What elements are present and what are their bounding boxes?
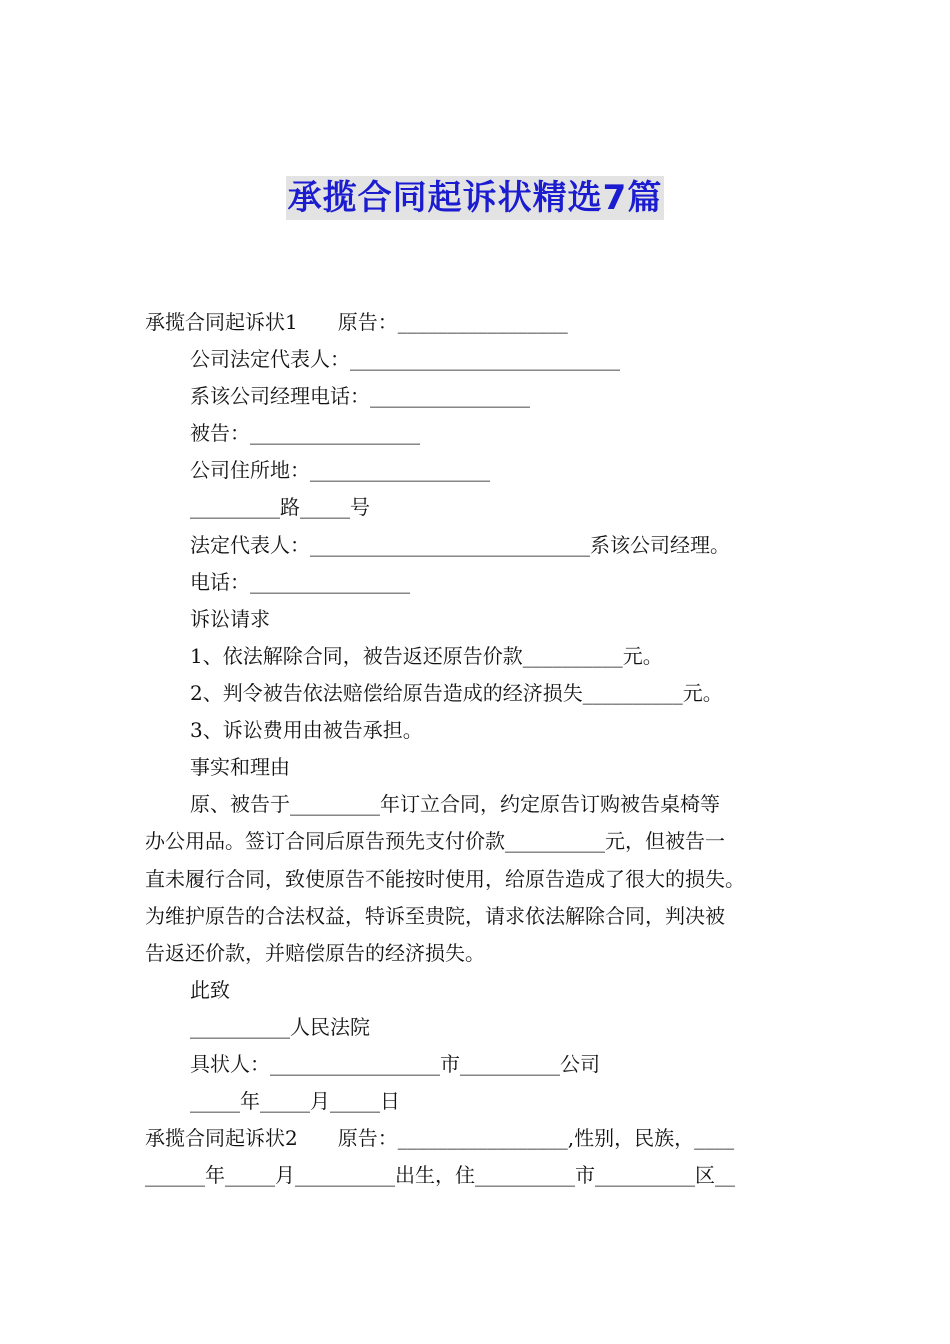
defendant-representative-line: 法定代表人：____________________________系该公司经理。 — [190, 533, 730, 557]
road-number-line: _________路_____号 — [190, 495, 370, 519]
complaint-2-heading-line: 承揽合同起诉状2 原告：_________________,性别，民族，____ — [145, 1126, 735, 1150]
claims-heading: 诉讼请求 — [190, 607, 270, 631]
signatory-line: 具状人：_________________市__________公司 — [190, 1052, 600, 1076]
defendant-phone-line: 电话：________________ — [190, 570, 410, 594]
date-line: _____年_____月_____日 — [190, 1089, 400, 1113]
company-address-line: 公司住所地：__________________ — [190, 458, 490, 482]
claim-item-1: 1、依法解除合同，被告返还原告价款__________元。 — [190, 644, 663, 668]
manager-phone-line: 系该公司经理电话：________________ — [190, 384, 530, 408]
complaint-2-birth-address-line: ______年_____月__________出生，住__________市__________区__ — [145, 1163, 735, 1187]
facts-paragraph-line: 为维护原告的合法权益，特诉至贵院，请求依法解除合同，判决被 — [145, 904, 725, 928]
closing-salutation: 此致 — [190, 978, 230, 1002]
facts-paragraph-line: 告返还价款，并赔偿原告的经济损失。 — [145, 941, 485, 965]
facts-paragraph-line: 直未履行合同，致使原告不能按时使用，给原告造成了很大的损失。 — [145, 867, 745, 891]
facts-heading: 事实和理由 — [190, 755, 290, 779]
facts-paragraph-line: 原、被告于_________年订立合同，约定原告订购被告桌椅等 — [190, 792, 720, 816]
claim-item-2: 2、判令被告依法赔偿给原告造成的经济损失__________元。 — [190, 681, 723, 705]
defendant-line: 被告：_________________ — [190, 421, 420, 445]
title-container — [0, 176, 950, 220]
facts-paragraph-line: 办公用品。签订合同后原告预先支付价款__________元，但被告一 — [145, 829, 725, 853]
document-title: 承揽合同起诉状精选7篇 — [287, 178, 663, 218]
claim-item-3: 3、诉讼费用由被告承担。 — [190, 718, 423, 742]
legal-representative-line: 公司法定代表人：___________________________ — [190, 347, 620, 371]
complaint-1-heading-line: 承揽合同起诉状1 原告：_________________ — [145, 310, 568, 334]
court-name-line: __________人民法院 — [190, 1015, 370, 1039]
